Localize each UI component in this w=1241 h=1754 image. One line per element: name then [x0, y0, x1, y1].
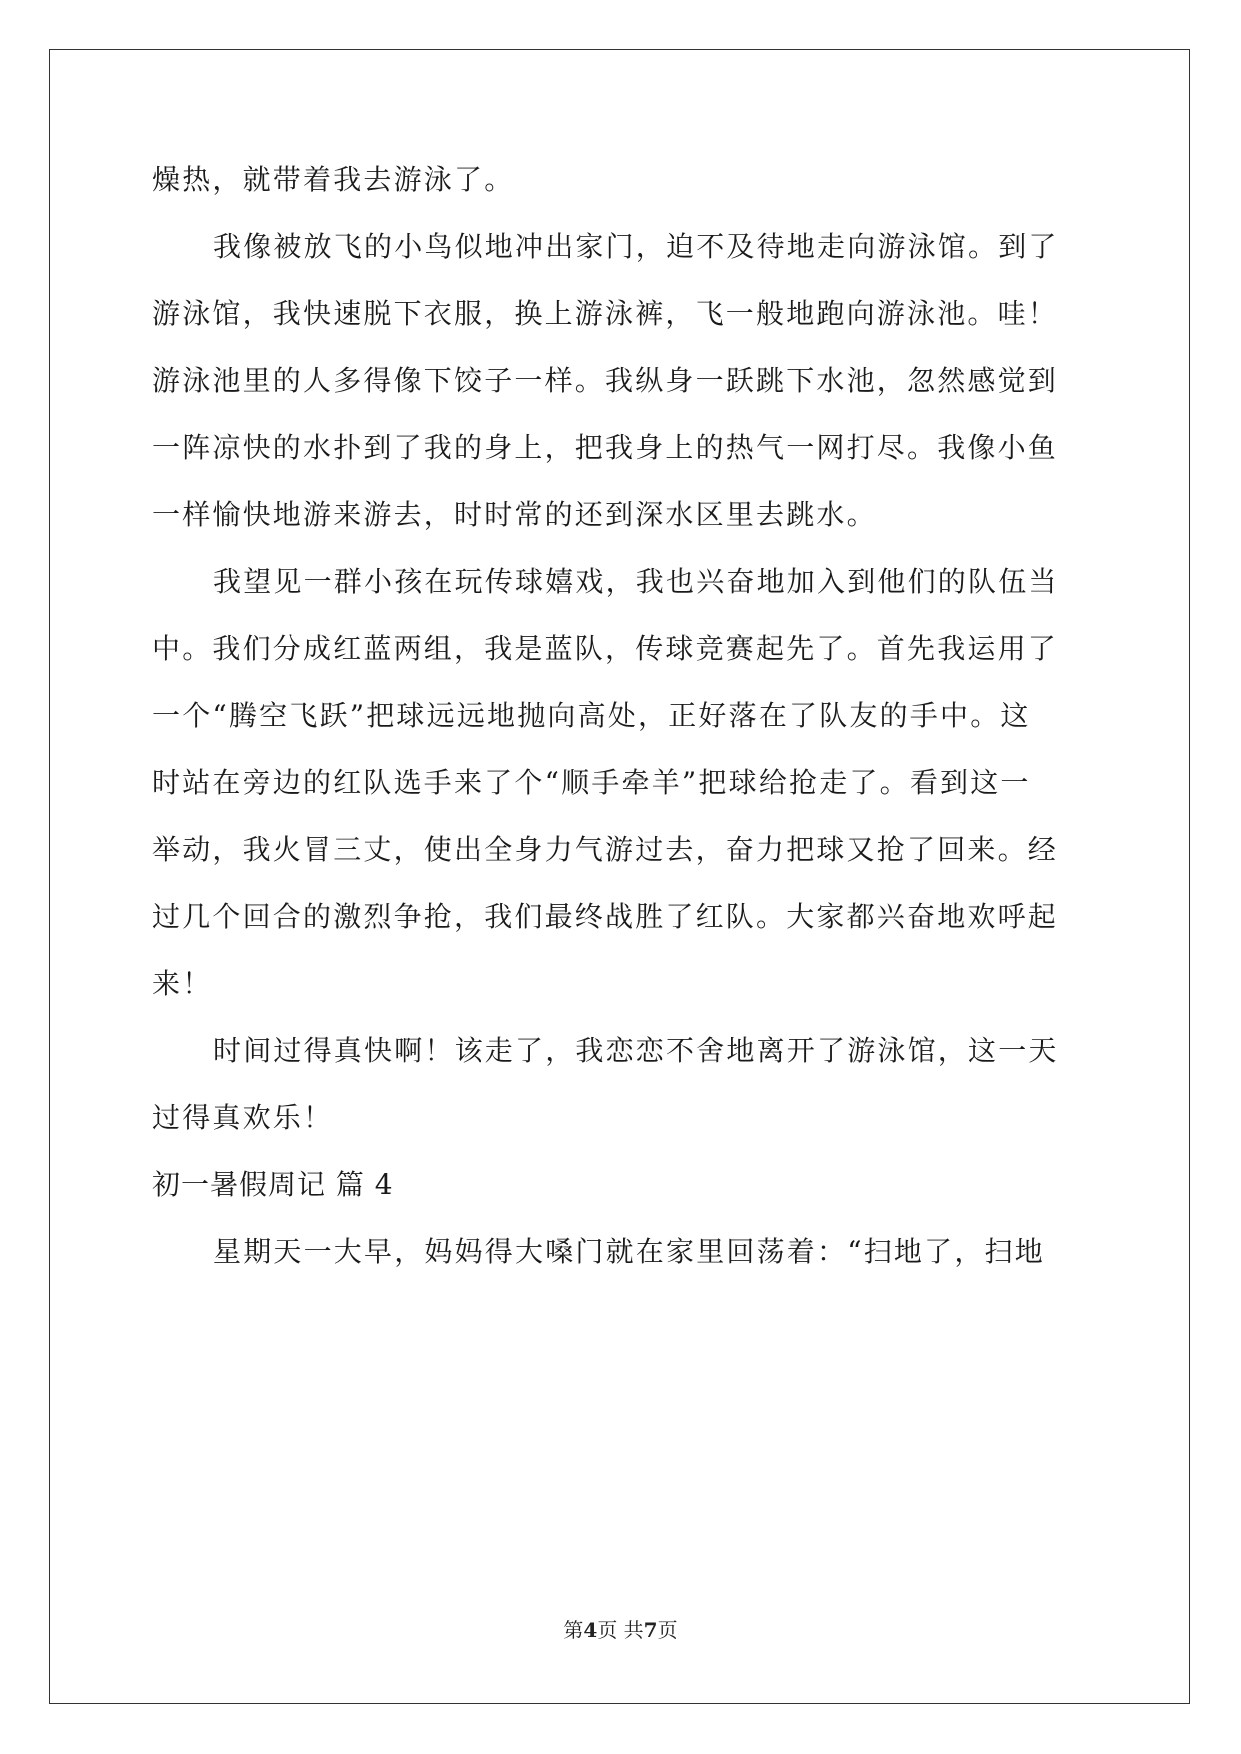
paragraph-line: 时间过得真快啊！该走了，我恋恋不舍地离开了游泳馆，这一天: [213, 1034, 1059, 1067]
paragraph-line: 我望见一群小孩在玩传球嬉戏，我也兴奋地加入到他们的队伍当: [213, 565, 1059, 598]
paragraph-line: 一阵凉快的水扑到了我的身上，把我身上的热气一网打尽。我像小鱼: [152, 431, 1059, 464]
page-mid: 页 共: [597, 1618, 644, 1642]
page-number-total: 7: [643, 1618, 658, 1642]
paragraph-line: 举动，我火冒三丈，使出全身力气游过去，奋力把球又抢了回来。经: [152, 833, 1059, 866]
page-prefix: 第: [563, 1618, 584, 1642]
page-number-current: 4: [583, 1618, 598, 1642]
paragraph-line: 游泳池里的人多得像下饺子一样。我纵身一跃跳下水池，忽然感觉到: [152, 364, 1059, 397]
paragraph-line: 过得真欢乐！: [152, 1101, 334, 1134]
paragraph-line: 中。我们分成红蓝两组，我是蓝队，传球竞赛起先了。首先我运用了: [152, 632, 1059, 665]
paragraph-line: 一样愉快地游来游去，时时常的还到深水区里去跳水。: [152, 498, 877, 531]
paragraph-line: 来！: [152, 967, 213, 1000]
paragraph-line: 时站在旁边的红队选手来了个“顺手牵羊”把球给抢走了。看到这一: [152, 766, 1031, 799]
paragraph-line: 游泳馆，我快速脱下衣服，换上游泳裤，飞一般地跑向游泳池。哇！: [152, 297, 1059, 330]
paragraph-line: 我像被放飞的小鸟似地冲出家门，迫不及待地走向游泳馆。到了: [213, 230, 1059, 263]
paragraph-line: 星期天一大早，妈妈得大嗓门就在家里回荡着：“扫地了，扫地: [213, 1235, 1045, 1268]
section-heading: 初一暑假周记 篇 4: [152, 1168, 394, 1201]
page-suffix: 页: [657, 1618, 678, 1642]
document-body: [152, 160, 1085, 1299]
paragraph-line: 燥热，就带着我去游泳了。: [152, 163, 515, 196]
page-footer: [0, 1614, 1241, 1643]
paragraph-line: 过几个回合的激烈争抢，我们最终战胜了红队。大家都兴奋地欢呼起: [152, 900, 1059, 933]
paragraph-line: 一个“腾空飞跃”把球远远地抛向高处，正好落在了队友的手中。这: [152, 699, 1031, 732]
